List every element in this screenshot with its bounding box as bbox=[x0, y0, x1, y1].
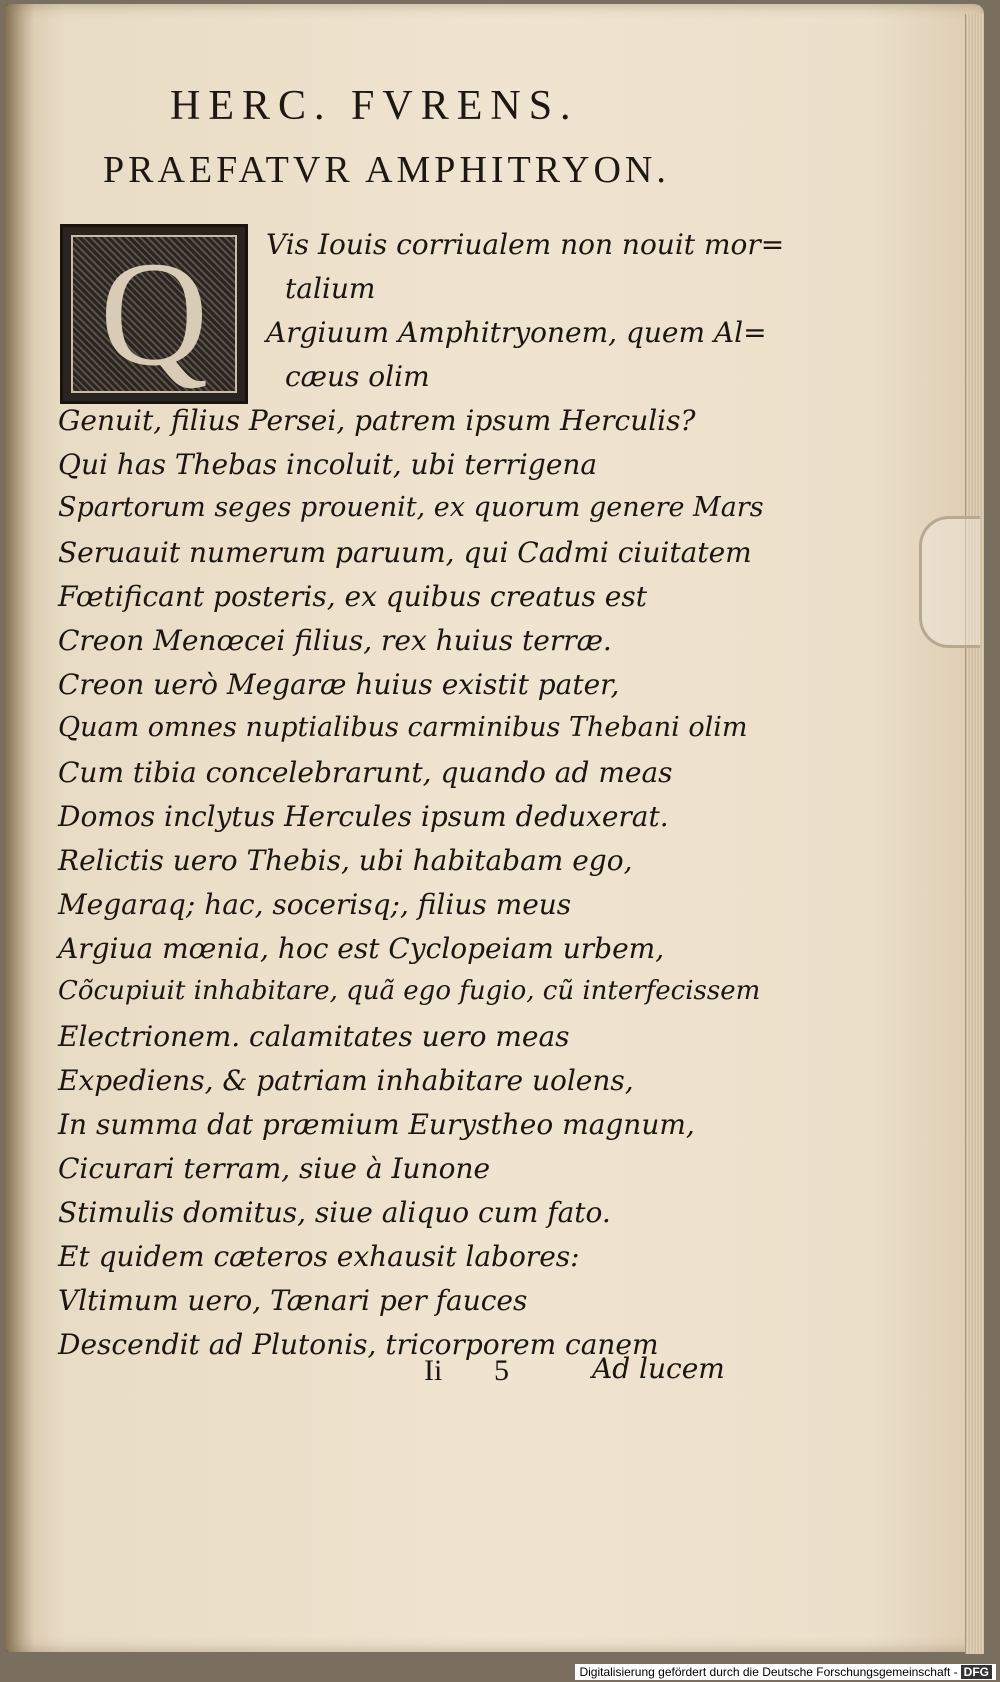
text-line: Et quidem cæteros exhausit labores: bbox=[58, 1240, 580, 1273]
signature-mark: Ii bbox=[424, 1354, 443, 1387]
initial-letter: Q bbox=[99, 231, 209, 397]
dfg-logo: DFG bbox=[961, 1665, 992, 1679]
text-line: Genuit, filius Persei, patrem ipsum Herculis? bbox=[58, 404, 696, 437]
text-line: Quam omnes nuptialibus carminibus Thebani olim bbox=[58, 712, 748, 743]
text-line: Cõcupiuit inhabitare, quã ego fugio, cũ interfecissem bbox=[58, 976, 761, 1006]
text-line: Electrionem. calamitates uero meas bbox=[58, 1020, 570, 1053]
text-line: Fœtificant posteris, ex quibus creatus est bbox=[58, 580, 647, 613]
running-head: HERC. FVRENS. bbox=[170, 83, 579, 129]
text-line: Spartorum seges prouenit, ex quorum genere Mars bbox=[58, 492, 764, 523]
text-line: Megaraq; hac, socerisq;, filius meus bbox=[58, 888, 572, 921]
text-line: Vltimum uero, Tænari per fauces bbox=[58, 1284, 528, 1317]
text-line: Expediens, & patriam inhabitare uolens, bbox=[58, 1064, 634, 1097]
page-clip bbox=[919, 516, 980, 648]
decorated-initial bbox=[60, 224, 248, 404]
text-line: In summa dat præmium Eurystheo magnum, bbox=[58, 1108, 695, 1141]
text-line: Vis Iouis corriualem non nouit mor= bbox=[266, 228, 785, 261]
text-line: Argiua mœnia, hoc est Cyclopeiam urbem, bbox=[58, 932, 665, 965]
text-line: talium bbox=[285, 272, 376, 305]
spine-shadow bbox=[6, 4, 34, 1652]
section-title: PRAEFATVR AMPHITRYON. bbox=[103, 149, 670, 191]
text-line: Seruauit numerum paruum, qui Cadmi ciuitatem bbox=[58, 536, 752, 569]
text-line: Creon uerò Megaræ huius existit pater, bbox=[58, 668, 620, 701]
text-line: Argiuum Amphitryonem, quem Al= bbox=[266, 316, 767, 349]
page-fore-edge bbox=[965, 14, 984, 1654]
text-line: Cum tibia concelebrarunt, quando ad meas bbox=[58, 756, 673, 789]
signature-number: 5 bbox=[494, 1354, 509, 1387]
credit-text: Digitalisierung gefördert durch die Deutsche Forschungsgemeinschaft - bbox=[579, 1665, 958, 1679]
text-line: Qui has Thebas incoluit, ubi terrigena bbox=[58, 448, 598, 481]
text-line: Descendit ad Plutonis, tricorporem canem bbox=[58, 1328, 659, 1361]
text-line: Cicurari terram, siue à Iunone bbox=[58, 1152, 491, 1185]
catchword: Ad lucem bbox=[592, 1352, 725, 1385]
text-line: Domos inclytus Hercules ipsum deduxerat. bbox=[58, 800, 669, 833]
text-line: cæus olim bbox=[285, 360, 430, 393]
text-line: Stimulis domitus, siue aliquo cum fato. bbox=[58, 1196, 611, 1229]
text-line: Creon Menœcei filius, rex huius terræ. bbox=[58, 624, 612, 657]
text-line: Relictis uero Thebis, ubi habitabam ego, bbox=[58, 844, 633, 877]
digitization-credit bbox=[575, 1664, 996, 1680]
